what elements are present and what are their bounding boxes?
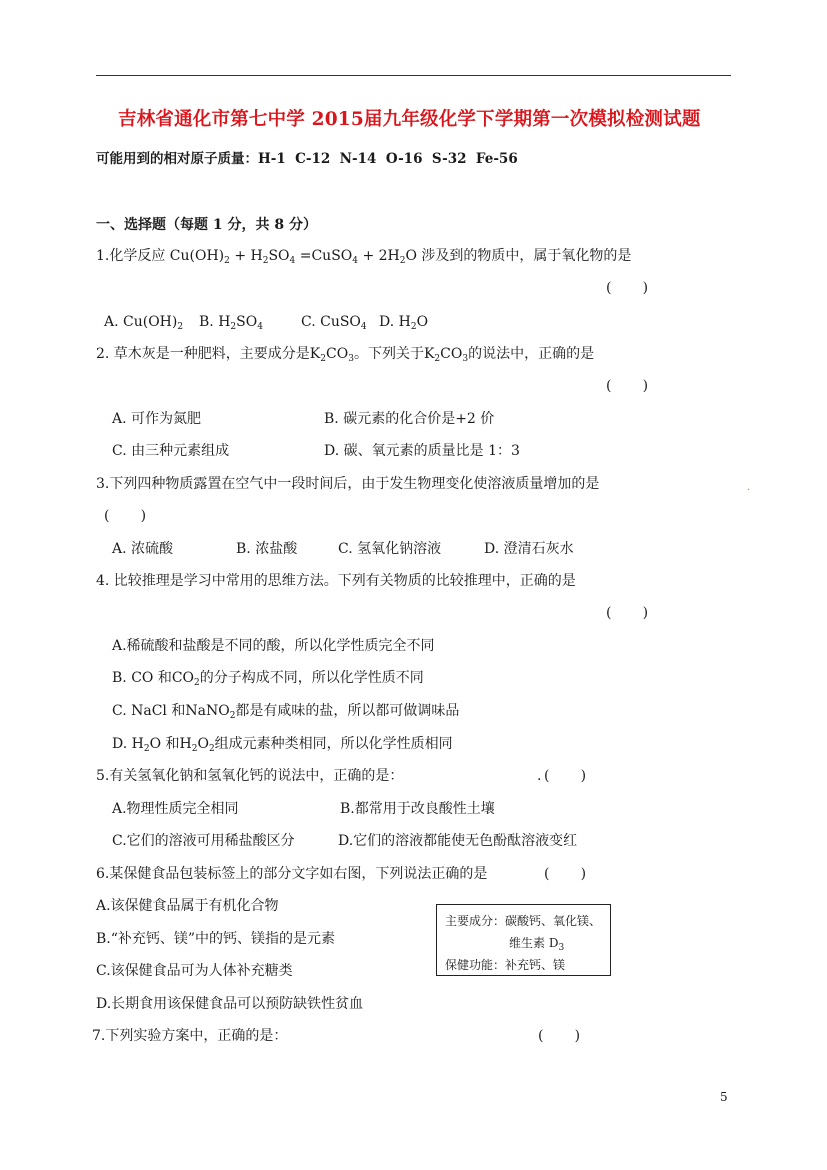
q4-option-a: A.稀硫酸和盐酸是不同的酸，所以化学性质完全不同 (112, 638, 435, 654)
q6-option-d: D.长期食用该保健食品可以预防缺铁性贫血 (96, 996, 364, 1012)
q4-option-b: B. CO 和$CO_2$的分子构成不同，所以化学性质不同 (112, 670, 424, 688)
question-4-stem: 4. 比较推理是学习中常用的思维方法。下列有关物质的比较推理中，正确的是 (96, 573, 576, 589)
question-3-stem: 3.下列四种物质露置在空气中一段时间后，由于发生物理变化使溶液质量增加的是 (96, 476, 600, 492)
q5-option-d: D.它们的溶液都能使无色酚酞溶液变红 (338, 833, 578, 849)
page-number: 5 (720, 1090, 728, 1104)
q5-option-a: A.物理性质完全相同 (112, 801, 239, 817)
q1-sub: 2 (224, 256, 230, 266)
q2-option-a: A. 可作为氮肥 (112, 411, 202, 427)
q1-sub: 4 (289, 256, 296, 266)
atomic-masses-label: 可能用到的相对原子质量： (96, 151, 258, 167)
answer-blank-1: ( ) (606, 280, 649, 296)
q1-text: =CuSO (295, 248, 353, 264)
q1-option-d: D. $H_2O$ (379, 314, 429, 332)
q3-option-b: B. 浓盐酸 (236, 541, 298, 557)
q5-option-c: C.它们的溶液可用稀盐酸区分 (112, 833, 295, 849)
product-label-box (436, 904, 611, 976)
atomic-masses (96, 150, 518, 168)
label-ingredients: 主要成分：碳酸钙、氧化镁、 (445, 914, 602, 928)
answer-blank-4: ( ) (606, 605, 649, 621)
answer-blank-7: ( ) (538, 1028, 581, 1044)
q1-sub: 2 (262, 256, 269, 266)
q6-option-c: C.该保健食品可为人体补充糖类 (96, 963, 293, 979)
atomic-masses-values: H-1 C-12 N-14 O-16 S-32 Fe-56 (258, 151, 518, 167)
q1-text: + 2H (358, 248, 400, 264)
margin-mark: . (747, 482, 751, 493)
q1-option-b: B. $H_2SO_4$ (199, 314, 263, 332)
q1-text: + H (229, 248, 263, 264)
header-rule (96, 75, 731, 76)
q1-sub: 2 (399, 256, 406, 266)
label-vitamin: 维生素 $D_3$ (509, 936, 565, 953)
q1-text: O 涉及到的物质中，属于氧化物的是 (405, 248, 632, 264)
question-2-stem: 2. 草木灰是一种肥料，主要成分是$K_2CO_3$。下列关于$K_2CO_3$的说法中，正确的是 (96, 346, 595, 364)
q4-option-d: D. $H_2O$ 和$H_2O_2$组成元素种类相同，所以化学性质相同 (112, 736, 453, 754)
answer-blank-6: ( ) (544, 866, 587, 882)
q6-option-a: A.该保健食品属于有机化合物 (96, 898, 279, 914)
question-1-stem (96, 247, 631, 265)
q6-option-b: B.“补充钙、镁”中的钙、镁指的是元素 (96, 931, 336, 947)
q3-option-c: C. 氢氧化钠溶液 (338, 541, 442, 557)
q3-option-a: A. 浓硫酸 (112, 541, 174, 557)
page-title: 吉林省通化市第七中学 2015届九年级化学下学期第一次模拟检测试题 (118, 109, 701, 130)
q1-text: 1.化学反应 Cu(OH) (96, 248, 225, 264)
answer-blank-3: ( ) (104, 508, 147, 524)
q1-sub: 4 (352, 256, 358, 266)
q2-option-c: C. 由三种元素组成 (112, 443, 230, 459)
q5-option-b: B.都常用于改良酸性土壤 (340, 801, 495, 817)
label-function: 保健功能：补充钙、镁 (445, 958, 566, 972)
section-title: 一、选择题（每题 1 分，共 8 分） (96, 217, 317, 233)
q1-text: SO (268, 248, 290, 264)
answer-blank-2: ( ) (606, 378, 649, 394)
q1-option-c: C. CuSO$_4$ (301, 314, 367, 332)
question-7-stem: 7.下列实验方案中，正确的是： (92, 1028, 288, 1044)
q5-mark: . (537, 768, 542, 784)
q3-option-d: D. 澄清石灰水 (484, 541, 574, 557)
q2-option-b: B. 碳元素的化合价是+2 价 (324, 411, 495, 427)
q4-option-c: C. NaCl 和NaNO$_2$都是有咸味的盐，所以都可做调味品 (112, 703, 460, 721)
q1-option-a: A. $Cu(OH)_2$ (104, 314, 184, 332)
answer-blank-5: ( ) (544, 768, 587, 784)
question-6-stem: 6.某保健食品包装标签上的部分文字如右图，下列说法正确的是 (96, 866, 488, 882)
question-5-stem: 5.有关氢氧化钠和氢氧化钙的说法中，正确的是： (96, 768, 404, 784)
q2-option-d: D. 碳、氧元素的质量比是 1：3 (324, 443, 520, 459)
